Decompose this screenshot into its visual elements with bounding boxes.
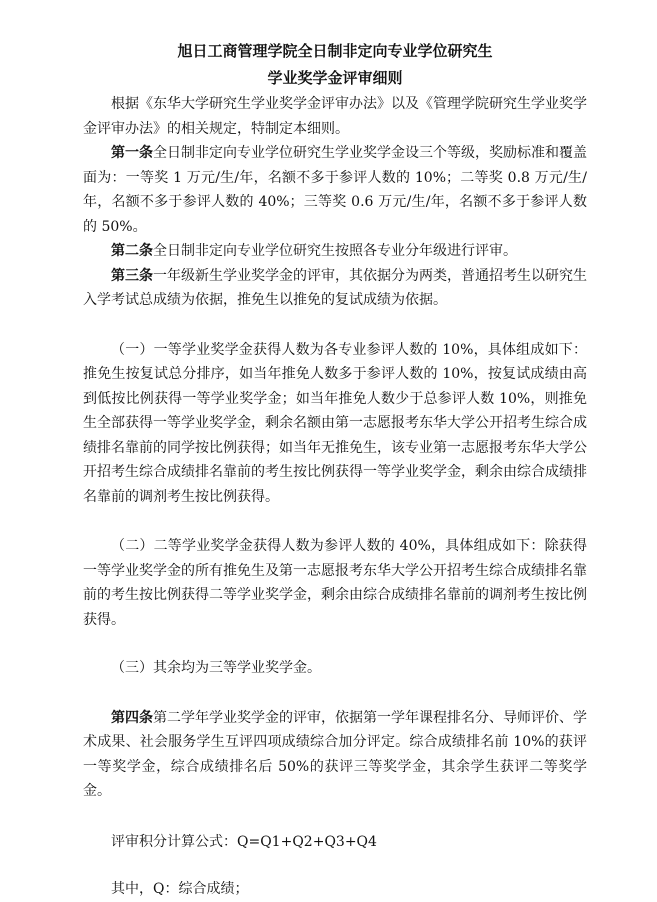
item-1-paragraph: （一）一等学业奖学金获得人数为各专业参评人数的 10%，具体组成如下：推免生按复试总分排序，如当年推免人数多于参评人数的 10%，按复试成绩由高到低按比例获得一等学业奖学金；如当年推免人数少于总参评人数 10%，则推免生全部获得一等学业奖学金，剩余名额由第一志愿报考东华大学公开招考生综合成绩排名靠前的同学按比例获得；如当年无推免生，该专业第一志愿报考东华大学公开招考生综合成绩排名靠前的考生按比例获得一等学业奖学金，剩余由综合成绩排名靠前的调剂考生按比例获得。 — [83, 341, 587, 505]
article-1-text: 全日制非定向专业学位研究生学业奖学金设三个等级，奖励标准和覆盖面为：一等奖 1 万元/生/年，名额不多于参评人数的 10%；二等奖 0.8 万元/生/年，名额不多于参评人数的 40%；三等奖 0.6 万元/生/年，名额不多于参评人数的 50%。 — [83, 145, 587, 235]
article-2-text: 全日制非定向专业学位研究生按照各专业分年级进行评审。 — [153, 243, 517, 259]
item-3-paragraph: （三）其余均为三等学业奖学金。 — [111, 660, 321, 676]
article-1-label: 第一条 — [111, 145, 153, 161]
article-4-label: 第四条 — [111, 709, 153, 726]
article-3 — [83, 264, 587, 313]
article-4 — [83, 706, 587, 804]
article-2-label: 第二条 — [111, 243, 153, 259]
formula-line: 评审积分计算公式：Q=Q1+Q2+Q3+Q4 — [111, 833, 377, 850]
article-3-label: 第三条 — [111, 267, 153, 284]
article-1 — [83, 141, 587, 239]
article-2 — [83, 239, 587, 264]
q-definition-line: 其中，Q：综合成绩； — [111, 881, 249, 897]
document-title-line1: 旭日工商管理学院全日制非定向专业学位研究生 — [177, 42, 493, 60]
article-4-text: 第二学年学业奖学金的评审，依据第一学年课程排名分、导师评价、学术成果、社会服务学生互评四项成绩综合加分评定。综合成绩排名前 10%的获评一等奖学金，综合成绩排名后 50%的获评三等奖学金，其余学生获评二等奖学金。 — [83, 709, 587, 799]
intro-paragraph: 根据《东华大学研究生学业奖学金评审办法》以及《管理学院研究生学业奖学金评审办法》的相关规定，特制定本细则。 — [83, 96, 587, 137]
article-3-text: 一年级新生学业奖学金的评审，其依据分为两类，普通招考生以研究生入学考试总成绩为依据，推免生以推免的复试成绩为依据。 — [83, 267, 587, 308]
document-title-line2: 学业奖学金评审细则 — [267, 69, 403, 87]
item-2-paragraph: （二）二等学业奖学金获得人数为参评人数的 40%，具体组成如下：除获得一等学业奖学金的所有推免生及第一志愿报考东华大学公开招考生综合成绩排名靠前的考生按比例获得二等学业奖学金，剩余由综合成绩排名靠前的调剂考生按比例获得。 — [83, 538, 587, 628]
